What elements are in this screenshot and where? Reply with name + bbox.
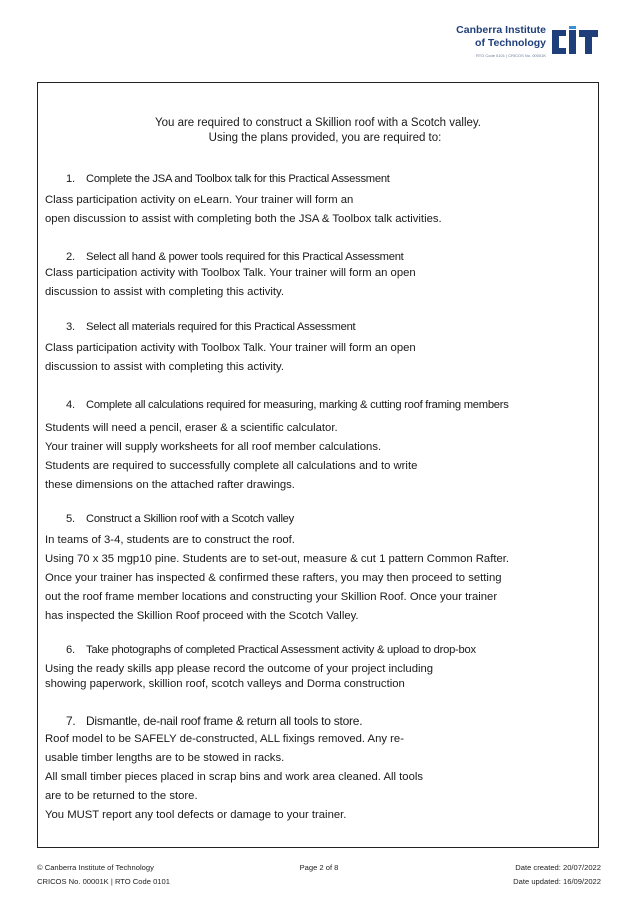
section-body [45, 419, 590, 495]
body-line: In teams of 3-4, students are to construct the roof. [45, 534, 295, 546]
section-4 [45, 399, 590, 495]
body-line: are to be returned to the store. [45, 790, 198, 802]
section-6 [45, 644, 590, 692]
section-5 [45, 513, 590, 626]
section-title: Dismantle, de-nail roof frame & return all tools to store. [86, 714, 363, 728]
body-line: discussion to assist with completing this activity. [45, 361, 284, 373]
section-number: 5. [66, 513, 75, 525]
intro-text [38, 116, 598, 146]
body-line: Class participation activity with Toolbox Talk. Your trainer will form an open [45, 267, 416, 279]
body-line: discussion to assist with completing this activity. [45, 286, 284, 298]
section-number: 6. [66, 644, 75, 656]
section-heading [45, 399, 590, 411]
date-created: Date created: 20/07/2022 [515, 863, 601, 872]
page-number: Page 2 of 8 [299, 863, 339, 872]
body-line: out the roof frame member locations and constructing your Skillion Roof. Once your trainer [45, 591, 498, 603]
body-line: Class participation activity on eLearn. Your trainer will form an [45, 194, 354, 206]
footer-cricos: CRICOS No. 00001K | RTO Code 0101 [37, 877, 170, 886]
section-body [45, 531, 590, 626]
footer-right [513, 861, 601, 889]
content-frame [37, 82, 599, 848]
section-body [45, 264, 590, 302]
body-line: Your trainer will supply worksheets for all roof member calculations. [45, 441, 382, 453]
body-line: Roof model to be SAFELY de-constructed, ALL fixings removed. Any re- [45, 733, 404, 745]
section-2 [45, 251, 590, 302]
section-number: 1. [66, 173, 75, 185]
logo-line-2: of Technology [475, 37, 546, 49]
section-title: Complete all calculations required for measuring, marking & cutting roof framing members [86, 399, 509, 411]
section-heading [45, 321, 590, 333]
logo-line-1: Canberra Institute [456, 24, 546, 36]
section-number: 3. [66, 321, 75, 333]
section-heading [45, 513, 590, 525]
section-title: Select all hand & power tools required for this Practical Assessment [86, 251, 404, 263]
footer-copyright: © Canberra Institute of Technology [37, 863, 154, 872]
section-title: Construct a Skillion roof with a Scotch valley [86, 513, 294, 525]
body-line: usable timber lengths are to be stowed in racks. [45, 752, 285, 764]
body-line: showing paperwork, skillion roof, scotch valleys and Dorma construction [45, 678, 405, 690]
body-line: Students will need a pencil, eraser & a scientific calculator. [45, 422, 338, 434]
body-line: You MUST report any tool defects or damage to your trainer. [45, 809, 347, 821]
body-line: Using the ready skills app please record the outcome of your project including [45, 663, 434, 675]
body-line: Class participation activity with Toolbox Talk. Your trainer will form an open [45, 342, 416, 354]
body-line: Once your trainer has inspected & confirmed these rafters, you may then proceed to setting [45, 572, 502, 584]
section-heading [45, 714, 590, 728]
intro-line-1: You are required to construct a Skillion roof with a Scotch valley. [154, 117, 481, 129]
section-3 [45, 321, 590, 377]
body-line: these dimensions on the attached rafter drawings. [45, 479, 295, 491]
section-title: Select all materials required for this Practical Assessment [86, 321, 356, 333]
cit-logo-icon [550, 26, 600, 58]
body-line: Using 70 x 35 mgp10 pine. Students are to set-out, measure & cut 1 pattern Common Rafter. [45, 553, 510, 565]
section-body [45, 730, 590, 825]
logo-mark-letters [552, 26, 598, 54]
section-title: Complete the JSA and Toolbox talk for this Practical Assessment [86, 173, 390, 185]
intro-line-2: Using the plans provided, you are required to: [208, 132, 442, 144]
section-1 [45, 173, 590, 229]
body-line: Students are required to successfully complete all calculations and to write [45, 460, 418, 472]
logo-text [456, 24, 546, 50]
date-updated: Date updated: 16/09/2022 [513, 877, 601, 886]
section-body [45, 191, 590, 229]
section-title: Take photographs of completed Practical Assessment activity & upload to drop-box [86, 644, 476, 656]
cit-logo [448, 24, 608, 62]
body-line: All small timber pieces placed in scrap bins and work area cleaned. All tools [45, 771, 424, 783]
body-line: open discussion to assist with completing both the JSA & Toolbox talk activities. [45, 213, 442, 225]
section-number: 2. [66, 251, 75, 263]
section-number: 7. [66, 714, 76, 728]
section-heading [45, 251, 590, 263]
section-heading [45, 173, 590, 185]
section-7 [45, 714, 590, 825]
logo-subtext: RTO Code 0101 | CRICOS No. 00001K [475, 53, 546, 58]
section-number: 4. [66, 399, 75, 411]
section-body [45, 339, 590, 377]
section-heading [45, 644, 590, 656]
section-body [45, 662, 590, 692]
body-line: has inspected the Skillion Roof proceed with the Scotch Valley. [45, 610, 359, 622]
